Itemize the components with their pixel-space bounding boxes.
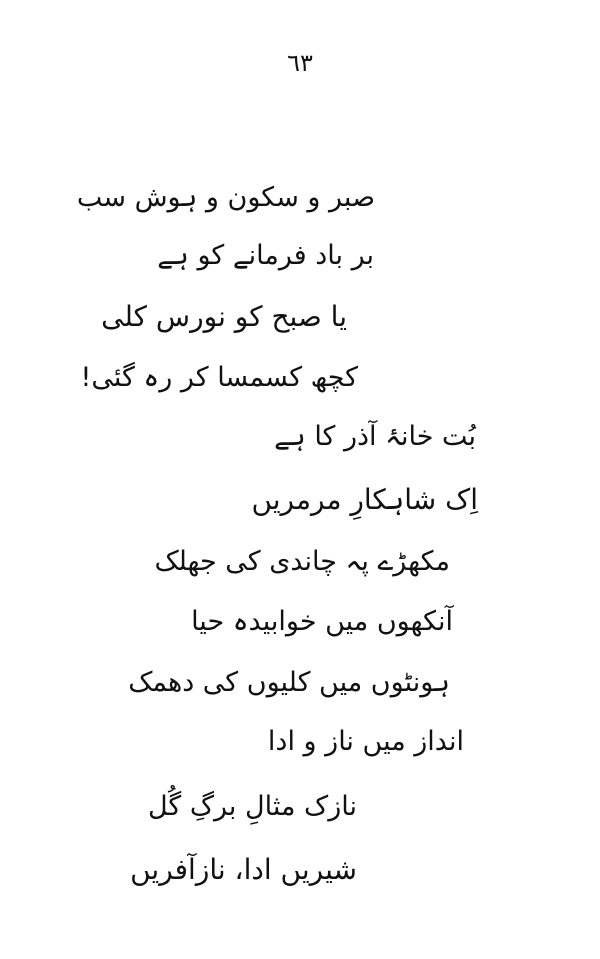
verse-line: صبر و سکون و ہوش سب [76, 182, 375, 213]
verse-line: انداز میں ناز و ادا [267, 726, 464, 757]
verse-line: شیریں ادا، نازآفریں [130, 853, 357, 886]
verse-line: بُت خانۂ آذر کا ہے [274, 421, 476, 452]
verse-line: مکھڑے پہ چاندی کی جھلک [154, 546, 450, 577]
verse-line: بر باد فرمانے کو ہے [157, 240, 374, 271]
verse-line: ہونٹوں میں کلیوں کی دھمک [128, 667, 450, 698]
page-number: ٦٣ [287, 49, 313, 77]
verse-line: نازک مثالِ برگِ گُل [147, 791, 357, 822]
verse-line: آنکھوں میں خوابیدہ حیا [191, 606, 453, 637]
verse-line: اِک شاہکارِ مرمریں [251, 483, 478, 516]
verse-line: کچھ کسمسا کر رہ گئی! [80, 362, 358, 393]
verse-line: یا صبح کو نورس کلی [101, 300, 347, 333]
